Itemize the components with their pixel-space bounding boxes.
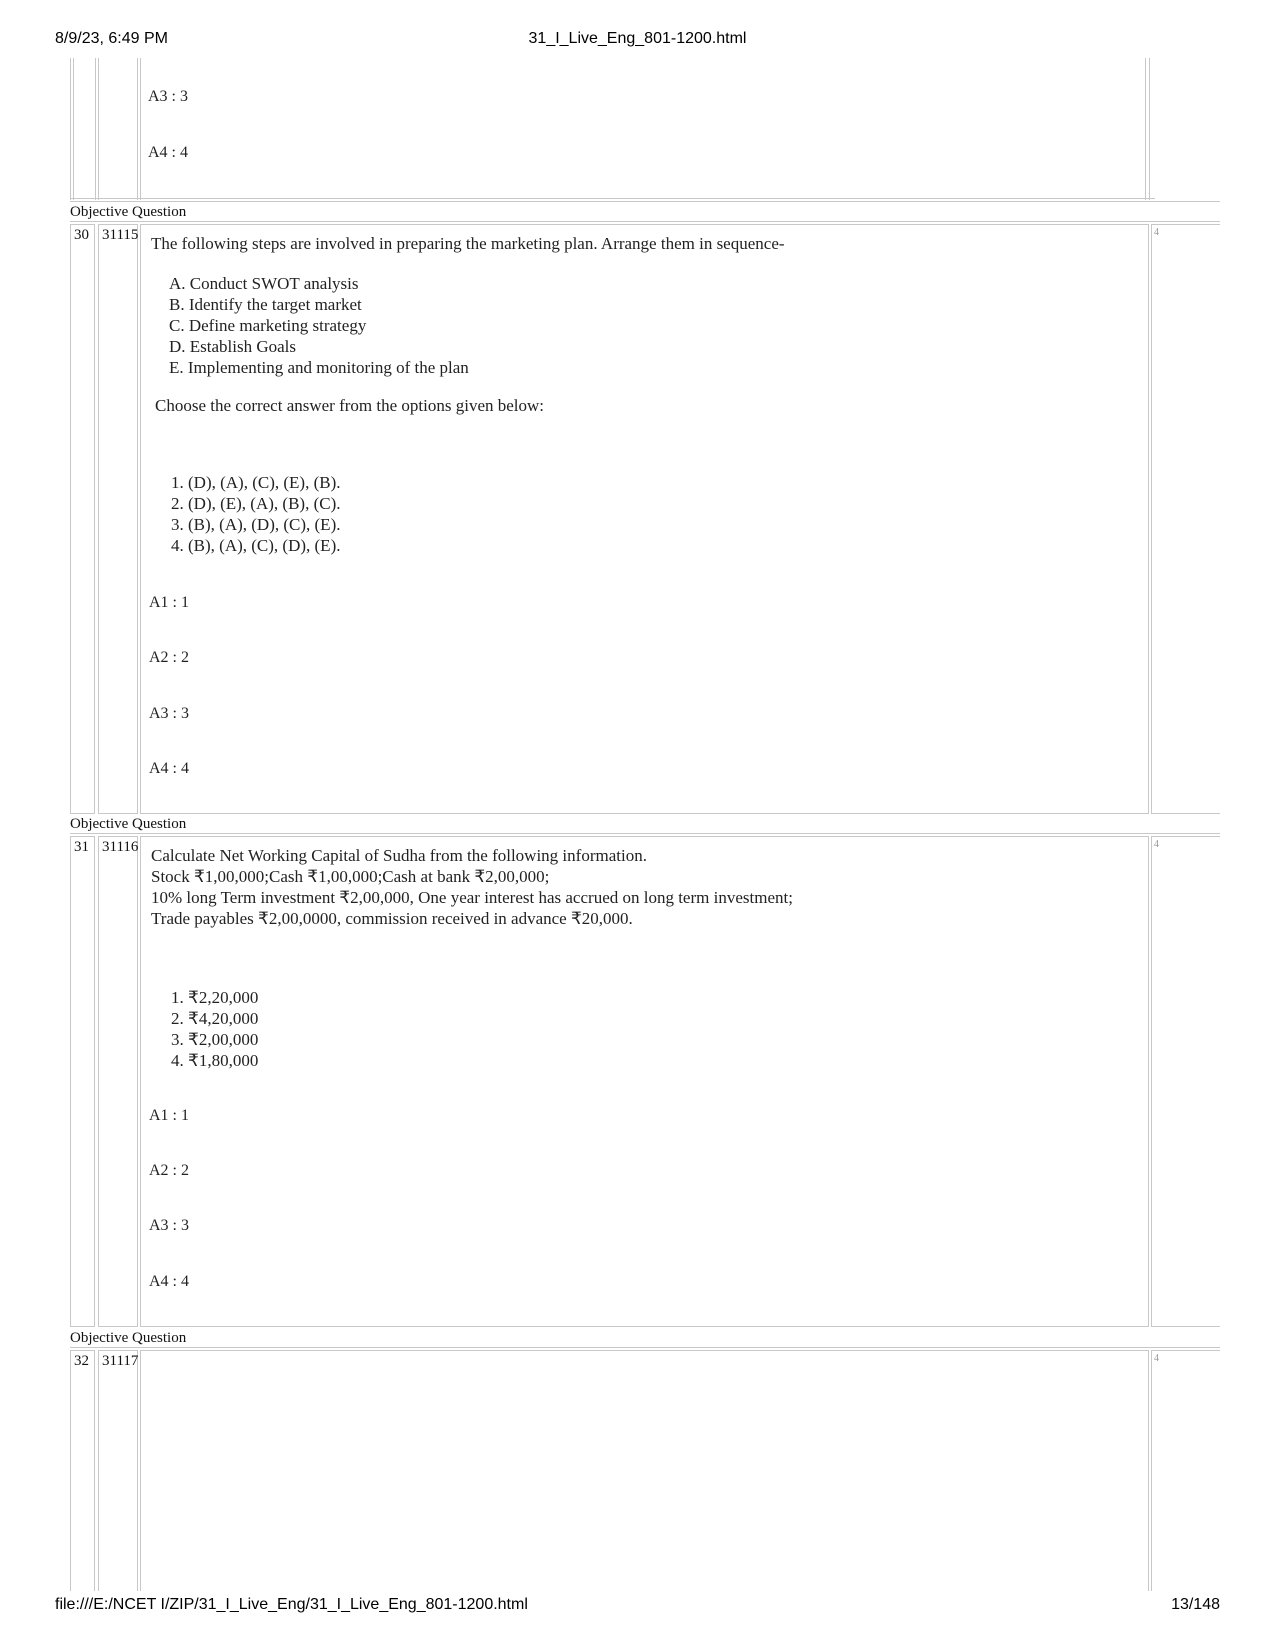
- step-item: D. Establish Goals: [169, 337, 297, 356]
- step-item: A. Conduct SWOT analysis: [169, 274, 359, 293]
- option-item: 3. ₹2,00,000: [171, 1030, 259, 1049]
- question-number: 32: [70, 1350, 95, 1591]
- question-30: [70, 224, 1220, 814]
- answer-option: A4 : 4: [148, 144, 188, 161]
- answer-option: A3 : 3: [149, 705, 189, 722]
- step-item: E. Implementing and monitoring of the plan: [169, 358, 469, 377]
- question-32: [70, 1350, 1220, 1591]
- section-label: Objective Question: [70, 816, 187, 832]
- step-list: [169, 273, 469, 378]
- file-path: file:///E:/NCET I/ZIP/31_I_Live_Eng/31_I_Live_Eng_801-1200.html: [55, 1596, 528, 1613]
- question-body: [140, 836, 1149, 1327]
- answer-option: A4 : 4: [149, 760, 189, 777]
- question-table: [70, 58, 1220, 1591]
- instruction-text: Choose the correct answer from the options given below:: [155, 396, 545, 415]
- question-id: 31117: [98, 1350, 138, 1591]
- stem-line: Stock ₹1,00,000;Cash ₹1,00,000;Cash at bank ₹2,00,000;: [151, 867, 550, 886]
- answer-option: A3 : 3: [149, 1217, 189, 1234]
- step-item: B. Identify the target market: [169, 295, 362, 314]
- answer-option: A1 : 1: [149, 594, 189, 611]
- question-body: [140, 1350, 1149, 1591]
- stem-line: Calculate Net Working Capital of Sudha from the following information.: [151, 846, 647, 865]
- question-number: 30: [70, 224, 95, 814]
- answer-option: A3 : 3: [148, 88, 188, 105]
- option-list: [171, 987, 258, 1071]
- right-cell: 4: [1151, 224, 1220, 814]
- answer-option: A4 : 4: [149, 1273, 189, 1290]
- question-id: 31115: [98, 224, 138, 814]
- question-id: 31116: [98, 836, 138, 1327]
- stem-line: The following steps are involved in preparing the marketing plan. Arrange them in sequence-: [151, 234, 785, 253]
- question-body: [140, 224, 1149, 814]
- option-item: 1. (D), (A), (C), (E), (B).: [171, 473, 341, 492]
- question-stem: [151, 845, 1151, 929]
- question-31: [70, 836, 1220, 1327]
- option-item: 1. ₹2,20,000: [171, 988, 259, 1007]
- previous-question-continuation: [70, 58, 1220, 210]
- option-item: 2. (D), (E), (A), (B), (C).: [171, 494, 341, 513]
- question-number: 31: [70, 836, 95, 1327]
- option-item: 4. ₹1,80,000: [171, 1051, 259, 1070]
- option-list: [171, 472, 340, 556]
- option-item: 2. ₹4,20,000: [171, 1009, 259, 1028]
- answer-option: A2 : 2: [149, 649, 189, 666]
- option-item: 4. (B), (A), (C), (D), (E).: [171, 536, 341, 555]
- print-date: 8/9/23, 6:49 PM: [55, 30, 168, 47]
- right-cell: 4: [1151, 836, 1220, 1327]
- section-label: Objective Question: [70, 204, 187, 220]
- page-number: 13/148: [1171, 1596, 1220, 1613]
- question-stem: [151, 233, 1151, 255]
- right-cell: 4: [1151, 1350, 1220, 1591]
- print-title: 31_I_Live_Eng_801-1200.html: [528, 30, 747, 47]
- stem-line: 10% long Term investment ₹2,00,000, One year interest has accrued on long term investment;: [151, 888, 793, 907]
- section-label: Objective Question: [70, 1330, 187, 1346]
- answer-option: A1 : 1: [149, 1107, 189, 1124]
- option-item: 3. (B), (A), (D), (C), (E).: [171, 515, 341, 534]
- stem-line: Trade payables ₹2,00,0000, commission received in advance ₹20,000.: [151, 909, 633, 928]
- answer-option: A2 : 2: [149, 1162, 189, 1179]
- step-item: C. Define marketing strategy: [169, 316, 367, 335]
